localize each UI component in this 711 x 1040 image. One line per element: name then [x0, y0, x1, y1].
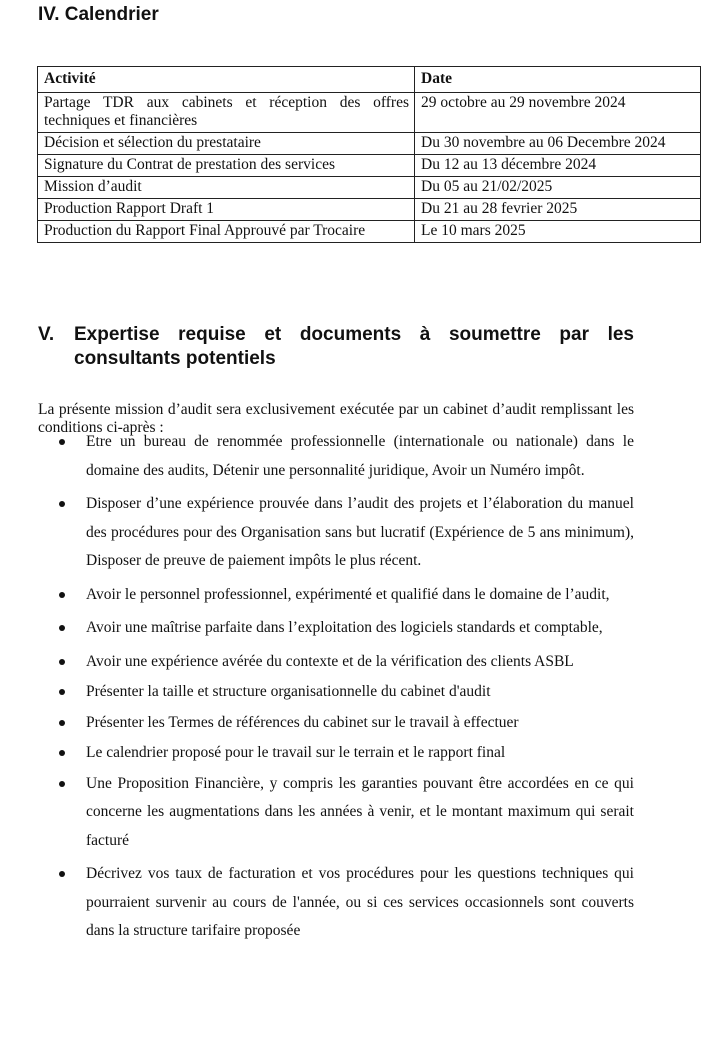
title-word: les: [607, 324, 634, 345]
list-item: [38, 428, 634, 485]
list-item-text: Avoir le personnel professionnel, expérimenté et qualifié dans le domaine de l’audit,: [86, 585, 610, 603]
list-item: [38, 614, 634, 643]
bullet-icon: [59, 750, 65, 756]
activity-cell: Signature du Contrat de prestation des services: [38, 155, 415, 177]
bullet-icon: [59, 720, 65, 726]
table-header-row: [38, 67, 701, 93]
table-row: [38, 93, 701, 133]
title-word: à: [419, 324, 431, 345]
title-word: V. Expertise: [38, 324, 160, 345]
activity-cell: Production Rapport Draft 1: [38, 199, 415, 221]
list-item: [38, 648, 634, 677]
requirements-list: [38, 428, 634, 946]
list-item-text: Etre un bureau de renommée professionnelle (internationale ou nationale) dans le domaine des audits, Détenir une personnalité juridique, Avoir un Numéro impôt.: [86, 433, 634, 479]
date-cell: Du 30 novembre au 06 Decembre 2024: [415, 133, 701, 155]
table-row: [38, 221, 701, 243]
activity-cell: Décision et sélection du prestataire: [38, 133, 415, 155]
title-word: par: [559, 324, 589, 345]
section-number: V.: [38, 324, 55, 345]
bullet-icon: [59, 781, 65, 787]
table-row: [38, 199, 701, 221]
list-item-text: Décrivez vos taux de facturation et vos procédures pour les questions techniques qui pourraient survenir au cours de l'année, ou si ces services occasionnels sont couverts dans la structure tarifaire proposée: [86, 865, 634, 939]
date-cell: Du 05 au 21/02/2025: [415, 177, 701, 199]
list-item: [38, 770, 634, 856]
list-item-text: Disposer d’une expérience prouvée dans l’audit des projets et l’élaboration du manuel des procédures pour des Organisation sans but lucratif (Expérience de 5 ans minimum), Disposer de preuve de paiement impôts le plus récent.: [86, 495, 634, 569]
list-item-text: Avoir une expérience avérée du contexte et de la vérification des clients ASBL: [86, 652, 574, 670]
date-cell: Du 21 au 28 fevrier 2025: [415, 199, 701, 221]
section-title-line2: consultants potentiels: [74, 348, 276, 369]
intro-paragraph: La présente mission d’audit sera exclusivement exécutée par un cabinet d’audit remplissant les conditions ci-après :: [38, 400, 634, 436]
bullet-icon: [59, 501, 65, 507]
calendar-table: [37, 66, 701, 243]
list-item-text: Présenter la taille et structure organisationnelle du cabinet d'audit: [86, 683, 491, 700]
list-item: [38, 581, 634, 610]
list-item-text: Une Proposition Financière, y compris les garanties pouvant être accordées en ce qui concerne les augmentations dans les années à venir, et le montant maximum qui serait facturé: [86, 774, 634, 849]
bullet-icon: [59, 625, 65, 631]
table-row: [38, 155, 701, 177]
section-title-calendrier: IV. Calendrier: [38, 4, 159, 25]
bullet-icon: [59, 871, 65, 877]
activity-cell: Mission d’audit: [38, 177, 415, 199]
table-header-date: Date: [415, 67, 701, 93]
table-header-activite: Activité: [38, 67, 415, 93]
list-item-text: Présenter les Termes de références du cabinet sur le travail à effectuer: [86, 713, 519, 731]
activity-cell: Production du Rapport Final Approuvé par Trocaire: [38, 221, 415, 243]
list-item: [38, 490, 634, 576]
date-cell: Le 10 mars 2025: [415, 221, 701, 243]
bullet-icon: [59, 439, 65, 445]
title-word: soumettre: [448, 324, 541, 345]
title-word: requise: [178, 324, 246, 345]
date-cell: Du 12 au 13 décembre 2024: [415, 155, 701, 177]
list-item: [38, 860, 634, 946]
section-title-expertise: [38, 323, 634, 371]
table-row: [38, 133, 701, 155]
title-word: et: [264, 324, 282, 345]
list-item: [38, 709, 634, 738]
list-item: [38, 739, 634, 768]
title-word: documents: [299, 324, 402, 345]
list-item: [38, 678, 634, 707]
table-row: [38, 177, 701, 199]
bullet-icon: [59, 592, 65, 598]
date-cell: 29 octobre au 29 novembre 2024: [415, 93, 701, 133]
section-title-line1: [38, 323, 634, 347]
activity-cell: Partage TDR aux cabinets et réception des offres techniques et financières: [38, 93, 415, 133]
bullet-icon: [59, 689, 65, 695]
list-item-text: Avoir une maîtrise parfaite dans l’exploitation des logiciels standards et comptable,: [86, 619, 603, 636]
bullet-icon: [59, 659, 65, 665]
list-item-text: Le calendrier proposé pour le travail sur le terrain et le rapport final: [86, 744, 506, 761]
